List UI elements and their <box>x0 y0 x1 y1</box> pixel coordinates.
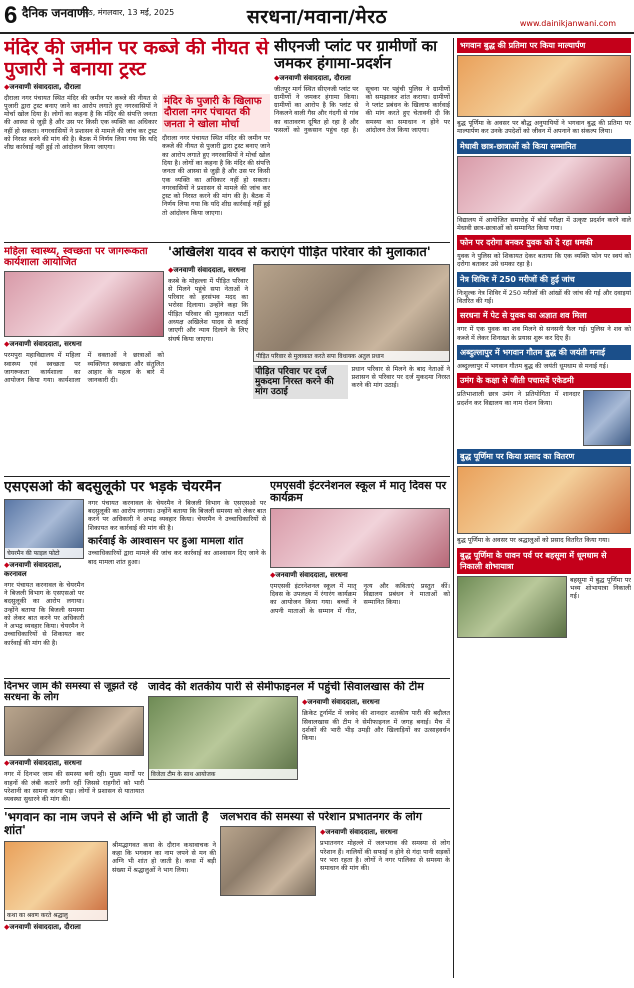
photo-caption: चेयरमैन की फाइल फोटो <box>5 548 83 558</box>
article-waterlogging <box>220 811 450 981</box>
sidebar-body: निःशुल्क नेत्र शिविर में 250 मरीजों की आंखों की जांच की गई और दवाइयां वितरित की गईं। <box>457 288 631 306</box>
horizontal-rule <box>4 808 450 809</box>
article-body: नगर पंचायत करनावल के चेयरमैन ने बिजली विभाग के एसएसओ पर बदसुलूकी का आरोप लगाया। उन्होंने बताया कि बिजली समस्या को लेकर बात करने पर अधिकारी ने अभद्र व्यवहार किया। चेयरमैन ने उच्चाधिकारियों से शिकायत कर कार्रवाई की मांग की है। <box>4 580 84 647</box>
sidebar <box>457 38 631 980</box>
byline: ◆ जनवाणी संवाददाता, सरधना <box>4 340 164 349</box>
sidebar-headline: बुद्ध पूर्णिमा पर किया प्रसाद का वितरण <box>457 449 631 464</box>
headline: जलभराव की समस्या से परेशान प्रभातनगर के लोग <box>220 811 422 823</box>
photo-family-meeting <box>253 264 450 362</box>
horizontal-rule <box>4 678 450 679</box>
article-body: नगर में दिनभर जाम की समस्या बनी रही। मुख्य मार्गों पर वाहनों की लंबी कतारें लगी रहीं जिससे राहगीरों को भारी परेशानी का सामना करना पड़ा। लोगों ने प्रशासन से यातायात व्यवस्था सुधारने की मांग की। <box>4 770 144 804</box>
column-divider <box>453 38 454 978</box>
page-number: 6 <box>4 2 18 29</box>
photo-shobhayatra <box>457 576 567 638</box>
headline: दिनभर जाम की समस्या से जूझते रहे सरधना के लोग <box>4 681 138 704</box>
byline: ◆ जनवाणी संवाददाता, दौराला <box>4 83 270 92</box>
sidebar-story-7 <box>457 373 631 446</box>
subheadline: मंदिर के पुजारी के खिलाफ दौराला नगर पंचायत की जनता ने खोला मोर्चा <box>162 94 270 133</box>
subheadline: पीड़ित परिवार पर दर्ज मुकदमा निरस्त करने की मांग उठाई <box>253 365 348 399</box>
article-cricket-semifinal <box>148 681 450 805</box>
article-women-health <box>4 246 164 474</box>
sidebar-story-4 <box>457 272 631 306</box>
photo-chairman <box>4 499 84 559</box>
headline: सीएनजी प्लांट पर ग्रामीणों का जमकर हंगामा-प्रदर्शन <box>274 38 438 72</box>
article-body: क्रिकेट टूर्नामेंट में जावेद की शानदार शतकीय पारी की बदौलत सिवालखास की टीम ने सेमीफाइनल में जगह बनाई। मैच में दर्शकों की भारी भीड़ उमड़ी और खिलाड़ियों का उत्साहवर्धन किया। <box>302 709 450 743</box>
sidebar-body: बुद्ध पूर्णिमा के अवसर पर बौद्ध अनुयायियों ने भगवान बुद्ध की प्रतिमा पर माल्यार्पण कर उनके उपदेशों को जीवन में अपनाने का संकल्प लिया। <box>457 119 631 136</box>
article-akhilesh-meeting <box>168 246 450 474</box>
headline: जावेद की शतकीय पारी से सेमीफाइनल में पहुंची सिवालखास की टीम <box>148 681 424 693</box>
issue-date: मेरठ, मंगलवार, 13 मई, 2025 <box>80 8 175 17</box>
sidebar-story-1 <box>457 38 631 136</box>
photo-buddha-garland <box>457 55 631 117</box>
byline: ◆ जनवाणी संवाददाता, दौराला <box>4 923 108 932</box>
headline: 'भगवान का नाम जपने से अग्नि भी हो जाती है शांत' <box>4 811 209 838</box>
photo-mothers-day <box>270 508 450 568</box>
article-katha <box>4 811 216 981</box>
sidebar-body: नगर में एक युवक का शव मिलने से सनसनी फैल गई। पुलिस ने शव को कब्जे में लेकर शिनाख्त के प्रयास शुरू कर दिए हैं। <box>457 325 631 342</box>
paper-name: दैनिक जनवाणी <box>22 6 89 20</box>
photo-caption: कथा का श्रवण करते श्रद्धालु <box>5 910 107 920</box>
photo-cricket-team <box>148 696 298 780</box>
photo-workshop <box>4 271 164 337</box>
byline: ◆ जनवाणी संवाददाता, सरधना <box>302 698 450 707</box>
photo-meritorious-students <box>457 156 631 214</box>
article-body-cont: नगर पंचायत करनावल के चेयरमैन ने बिजली विभाग के एसएसओ पर बदसुलूकी का आरोप लगाया। उन्होंने बताया कि बिजली समस्या को लेकर बात करने पर अधिकारी ने अभद्र व्यवहार किया। चेयरमैन ने उच्चाधिकारियों से शिकायत कर कार्रवाई की मांग की है। <box>88 498 266 532</box>
photo-traffic <box>4 706 144 756</box>
headline: महिला स्वास्थ्य, स्वच्छता पर जागरूकता कार्यशाला आयोजित <box>4 246 148 269</box>
article-body: कस्बे के मोहल्ला में पीड़ित परिवार से मिलने पहुंचे सपा नेताओं ने परिवार को हरसंभव मदद का भरोसा दिलाया। उन्होंने कहा कि पीड़ित परिवार की मुलाकात पार्टी अध्यक्ष अखिलेश यादव से कराई जाएगी और न्याय दिलाने के लिए संघर्ष किया जाएगा। <box>168 276 248 343</box>
website-link[interactable]: www.dainikjanwani.com <box>519 19 616 28</box>
masthead <box>0 0 634 34</box>
article-body: प्रभातनगर मोहल्ले में जलभराव की समस्या से लोग परेशान हैं। नालियों की सफाई न होने से गंदा पानी सड़कों पर भरा रहता है। लोगों ने नगर पालिका से समस्या के समाधान की मांग की। <box>320 839 450 873</box>
sidebar-body: बहसूमा में बुद्ध पूर्णिमा पर भव्य शोभायात्रा निकाली गई। <box>570 575 631 601</box>
article-temple-trust <box>4 38 270 240</box>
byline: ◆ जनवाणी संवाददाता, सरधना <box>4 759 144 768</box>
article-body: एमएसवी इंटरनेशनल स्कूल में मातृ दिवस के उपलक्ष्य में रंगारंग कार्यक्रम का आयोजन किया गया। बच्चों ने अपनी माताओं के सम्मान में गीत, नृत्य और कविताएं प्रस्तुत कीं। विद्यालय प्रबंधन ने माताओं को सम्मानित किया। <box>270 581 450 615</box>
byline: ◆ जनवाणी संवाददाता, सरधना <box>168 266 248 275</box>
photo-caption: पीड़ित परिवार से मुलाकात करते सपा विधायक अतुल प्रधान <box>254 351 449 361</box>
article-body: दौराला नगर पंचायत स्थित मंदिर की जमीन पर कब्जे की नीयत से पुजारी द्वारा ट्रस्ट बनाए जाने का आरोप लगाते हुए नगरवासियों ने मोर्चा खोल दिया है। लोगों का कहना है कि मंदिर की संपत्ति जनता की आस्था से जुड़ी है और उस पर किसी एक व्यक्ति का अधिकार नहीं हो सकता। नगरवासियों ने प्रशासन से मामले की जांच कर ट्रस्ट को निरस्त करने की मांग की है। बैठक में निर्णय लिया गया कि यदि शीघ्र कार्रवाई नहीं हुई तो आंदोलन किया जाएगा। <box>4 93 157 152</box>
horizontal-rule <box>4 476 450 477</box>
photo-caption: विजेता टीम के साथ आयोजक <box>149 769 297 779</box>
sidebar-body: बुद्ध पूर्णिमा के अवसर पर श्रद्धालुओं को प्रसाद वितरित किया गया। <box>457 536 610 545</box>
article-sso-chairman <box>4 480 266 676</box>
sidebar-body: प्रतिभाशाली छात्र उमंग ने प्रतियोगिता में शानदार प्रदर्शन कर विद्यालय का नाम रोशन किया। <box>457 390 580 407</box>
byline: ◆ जनवाणी संवाददाता, करनावल <box>4 561 84 579</box>
headline: 'अखिलेश यादव से कराएंगे पीड़ित परिवार की मुलाकात' <box>168 246 431 260</box>
edition-title: सरधना/मवाना/मेरठ <box>246 6 388 28</box>
sidebar-story-5 <box>457 308 631 342</box>
sidebar-headline: भगवान बुद्ध की प्रतिमा पर किया माल्यार्पण <box>457 38 631 53</box>
sidebar-story-3 <box>457 235 631 269</box>
photo-student-portrait <box>583 390 631 446</box>
byline: ◆ जनवाणी संवाददाता, सरधना <box>320 828 450 837</box>
sidebar-story-9 <box>457 548 631 638</box>
article-traffic-jam <box>4 681 144 805</box>
side-headline: कार्रवाई के आश्वासन पर हुआ मामला शांत <box>88 535 244 547</box>
article-body: श्रीमद्भागवत कथा के दौरान कथावाचक ने कहा कि भगवान का नाम जपने से मन की अग्नि भी शांत हो जाती है। कथा में बड़ी संख्या में श्रद्धालुओं ने भाग लिया। <box>112 840 216 874</box>
sidebar-story-6 <box>457 345 631 370</box>
headline: एमएसवी इंटरनेशनल स्कूल में मातृ दिवस पर कार्यक्रम <box>270 480 447 505</box>
sidebar-headline: मेधावी छात्र-छात्राओं को किया सम्मानित <box>457 139 631 154</box>
horizontal-rule <box>4 242 450 243</box>
headline: मंदिर की जमीन पर कब्जे की नीयत से पुजारी ने बनाया ट्रस्ट <box>4 38 269 81</box>
sidebar-body: अब्दुल्लापुर में भगवान गौतम बुद्ध की जयंती धूमधाम से मनाई गई। <box>457 361 609 370</box>
sidebar-story-8 <box>457 449 631 544</box>
sidebar-body: युवक ने पुलिस को शिकायत देकर बताया कि एक व्यक्ति फोन पर स्वयं को दरोगा बताकर उसे धमका रहा है। <box>457 252 631 269</box>
byline: ◆ जनवाणी संवाददाता, सरधना <box>270 571 450 580</box>
article-body: जीतपुर मार्ग स्थित सीएनजी प्लांट पर ग्रामीणों ने जमकर हंगामा किया। ग्रामीणों का आरोप है कि प्लांट से निकलने वाली गैस और गंदगी से गांव का वातावरण दूषित हो रहा है और फसलों को नुकसान पहुंच रहा है। सूचना पर पहुंची पुलिस ने ग्रामीणों को समझाकर शांत कराया। ग्रामीणों ने प्लांट प्रबंधन के खिलाफ कार्रवाई की मांग करते हुए चेतावनी दी कि समस्या का समाधान न होने पर आंदोलन तेज किया जाएगा। <box>274 84 450 135</box>
side-body: उच्चाधिकारियों द्वारा मामले की जांच कर कार्रवाई का आश्वासन दिए जाने के बाद मामला शांत हुआ। <box>88 549 266 566</box>
photo-prasad-distribution <box>457 466 631 534</box>
article-body: परमपुरा महाविद्यालय में महिला स्वास्थ्य एवं स्वच्छता पर जागरूकता कार्यशाला का आयोजन किया गया। कार्यशाला में वक्ताओं ने छात्राओं को व्यक्तिगत स्वच्छता और संतुलित आहार के महत्व के बारे में जानकारी दी। <box>4 351 164 385</box>
photo-waterlogging <box>220 826 316 896</box>
byline: ◆ जनवाणी संवाददाता, दौराला <box>274 74 450 83</box>
article-body-cont: प्रधान परिवार से मिलने के बाद नेताओं ने प्रशासन से परिवार पर दर्ज मुकदमा निरस्त करने की मांग उठाई। <box>351 364 450 390</box>
article-mothers-day <box>270 480 450 676</box>
sidebar-headline: अब्दुल्लापुर में भगवान गौतम बुद्ध की जयंती मनाई <box>457 345 631 360</box>
article-body-cont: दौराला नगर पंचायत स्थित मंदिर की जमीन पर कब्जे की नीयत से पुजारी द्वारा ट्रस्ट बनाए जाने का आरोप लगाते हुए नगरवासियों ने मोर्चा खोल दिया है। लोगों का कहना है कि मंदिर की संपत्ति जनता की आस्था से जुड़ी है और उस पर किसी एक व्यक्ति का अधिकार नहीं हो सकता। नगरवासियों ने प्रशासन से मामले की जांच कर ट्रस्ट को निरस्त करने की मांग की है। बैठक में निर्णय लिया गया कि यदि शीघ्र कार्रवाई नहीं हुई तो आंदोलन किया जाएगा। <box>162 134 270 217</box>
sidebar-headline: उमंग के कक्षा से जीती पचासवें एकेडमी <box>457 373 631 388</box>
sidebar-headline: बुद्ध पूर्णिमा के पावन पर्व पर बहसूमा में धूमधाम से निकाली शोभायात्रा <box>457 548 631 574</box>
sidebar-headline: सरधना में पेट से युवक का अज्ञात शव मिला <box>457 308 631 323</box>
sidebar-headline: फोन पर दरोगा बनकर युवक को दे रहा धमकी <box>457 235 631 250</box>
sidebar-body: विद्यालय में आयोजित समारोह में बोर्ड परीक्षा में उत्कृष्ट प्रदर्शन करने वाले मेधावी छात्र-छात्राओं को सम्मानित किया गया। <box>457 215 631 232</box>
photo-katha <box>4 841 108 921</box>
sidebar-headline: नेत्र शिविर में 250 मरीजों की हुई जांच <box>457 272 631 287</box>
article-cng-plant <box>274 38 450 240</box>
sidebar-story-2 <box>457 139 631 233</box>
headline: एसएसओ की बदसुलूकी पर भड़के चेयरमैन <box>4 480 221 495</box>
